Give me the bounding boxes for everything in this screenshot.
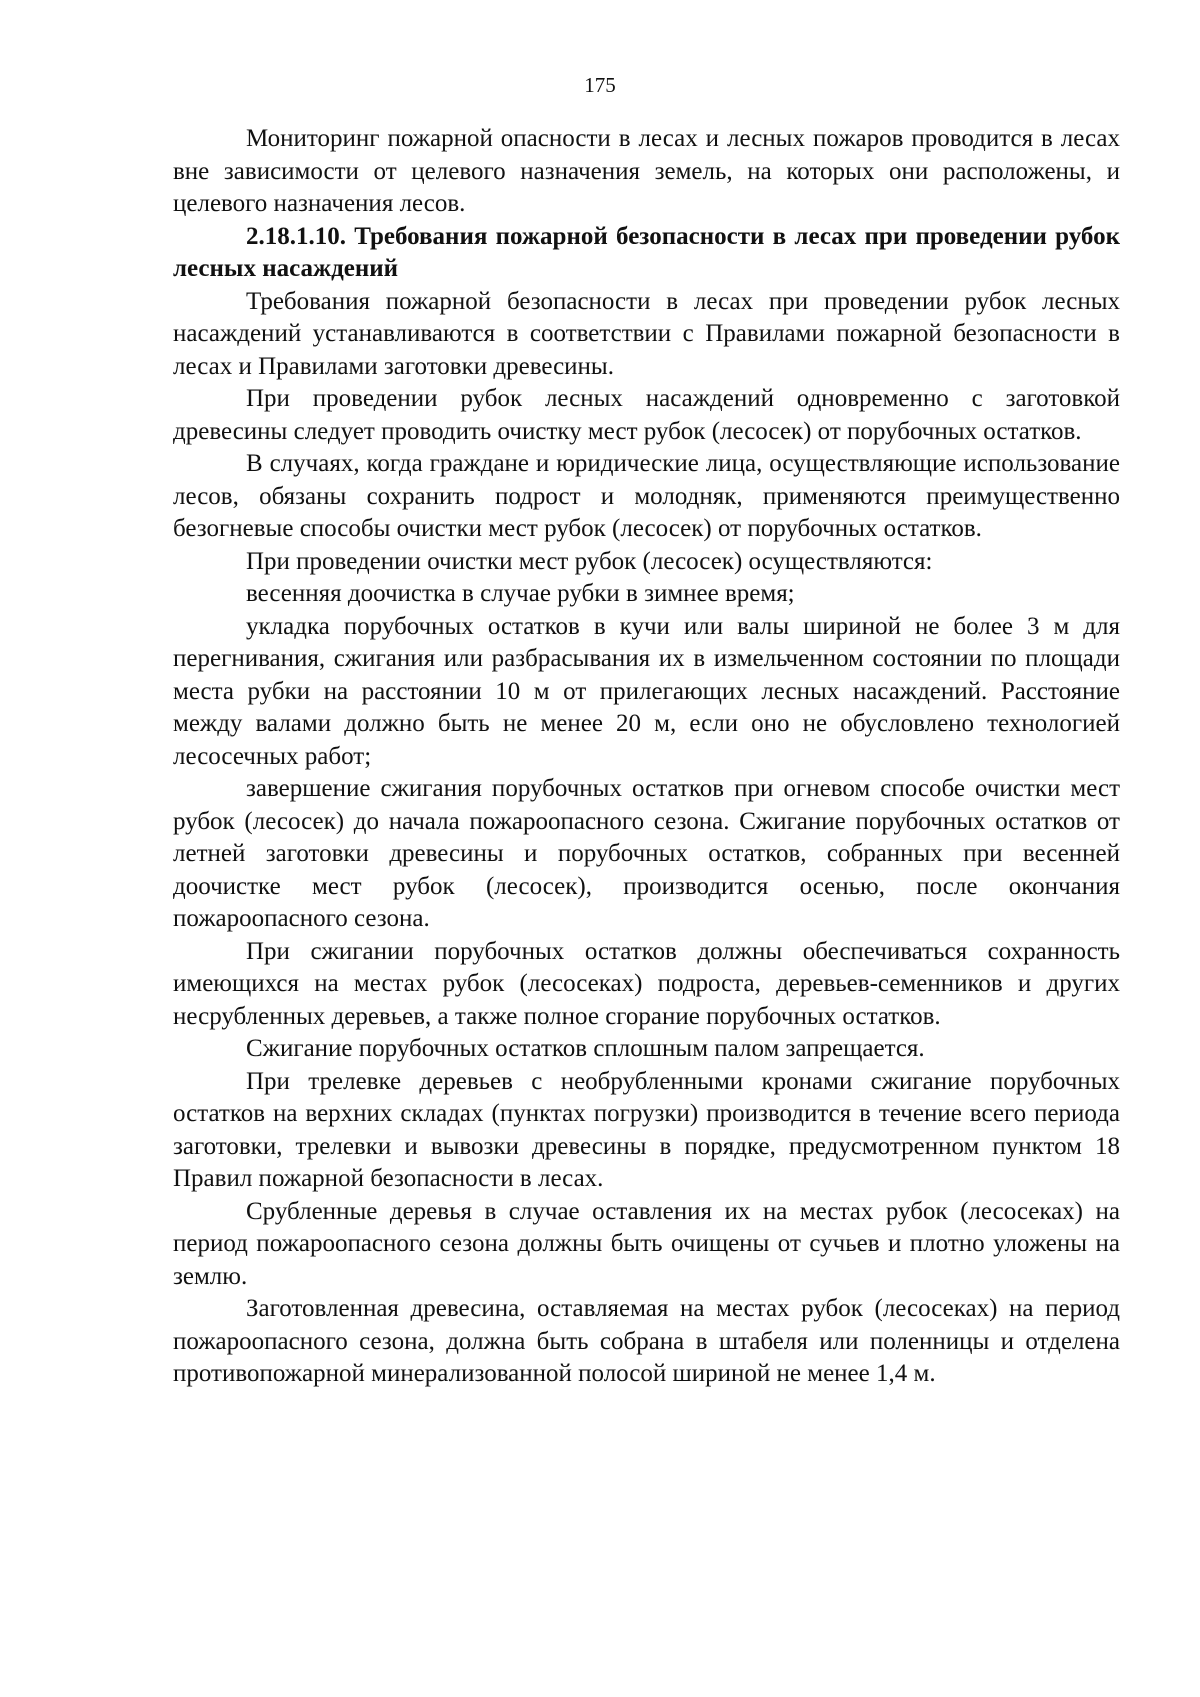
paragraph-skidding: При трелевке деревьев с необрубленными кронами сжигание порубочных остатков на верхних складах (пунктах погрузки) производится в течение всего периода заготовки, трелевки и вывозки древесины в порядке, предусмотренном пунктом 18 Правил пожарной безопасности в лесах.: [173, 1067, 1120, 1192]
page-number: 175: [584, 73, 616, 97]
document-body: [173, 123, 1120, 1391]
paragraph-cleanup: При проведении рубок лесных насаждений одновременно с заготовкой древесины следует проводить очистку мест рубок (лесосек) от порубочных остатков.: [173, 385, 1120, 445]
list-item-spring-cleanup: весенняя доочистка в случае рубки в зимнее время;: [246, 580, 795, 607]
list-item-burning-completion: завершение сжигания порубочных остатков при огневом способе очистки мест рубок (лесосек) до начала пожароопасного сезона. Сжигание порубочных остатков от летней заготовки древесины и порубочных остатков, собранных при весенней доочистке мест рубок (лесосек), производится осенью, после окончания пожароопасного сезона.: [173, 775, 1120, 932]
paragraph-cleanup-intro: При проведении очистки мест рубок (лесосек) осуществляются:: [246, 547, 933, 575]
paragraph-fireless-methods: В случаях, когда граждане и юридические лица, осуществляющие использование лесов, обязаны сохранить подрост и молодняк, применяются преимущественно безогневые способы очистки мест рубок (лесосек) от порубочных остатков.: [173, 450, 1120, 542]
section-heading: 2.18.1.10. Требования пожарной безопасности в лесах при проведении рубок лесных насаждений: [173, 222, 1120, 282]
paragraph-harvested-wood: Заготовленная древесина, оставляемая на местах рубок (лесосеках) на период пожароопасного сезона, должна быть собрана в штабеля или поленницы и отделена противопожарной минерализованной полосой шириной не менее 1,4 м.: [173, 1295, 1120, 1387]
paragraph-felled-trees: Срубленные деревья в случае оставления их на местах рубок (лесосеках) на период пожароопасного сезона должны быть очищены от сучьев и плотно уложены на землю.: [173, 1197, 1120, 1290]
paragraph-monitoring: Мониторинг пожарной опасности в лесах и лесных пожаров проводится в лесах вне зависимости от целевого назначения земель, на которых они расположены, и целевого назначения лесов.: [173, 125, 1120, 217]
paragraph-burning-preservation: При сжигании порубочных остатков должны обеспечиваться сохранность имеющихся на местах рубок (лесосеках) подроста, деревьев-семенников и других несрубленных деревьев, а также полное сгорание порубочных остатков.: [173, 937, 1120, 1030]
paragraph-requirements: Требования пожарной безопасности в лесах при проведении рубок лесных насаждений устанавливаются в соответствии с Правилами пожарной безопасности в лесах и Правилами заготовки древесины.: [173, 287, 1120, 380]
paragraph-continuous-burn-ban: Сжигание порубочных остатков сплошным палом запрещается.: [246, 1035, 925, 1062]
list-item-piling: укладка порубочных остатков в кучи или валы шириной не более 3 м для перегнивания, сжигания или разбрасывания их в измельченном состоянии по площади места рубки на расстоянии 10 м от прилегающих лесных насаждений. Расстояние между валами должно быть не менее 20 м, если оно не обусловлено технологией лесосечных работ;: [173, 612, 1120, 770]
